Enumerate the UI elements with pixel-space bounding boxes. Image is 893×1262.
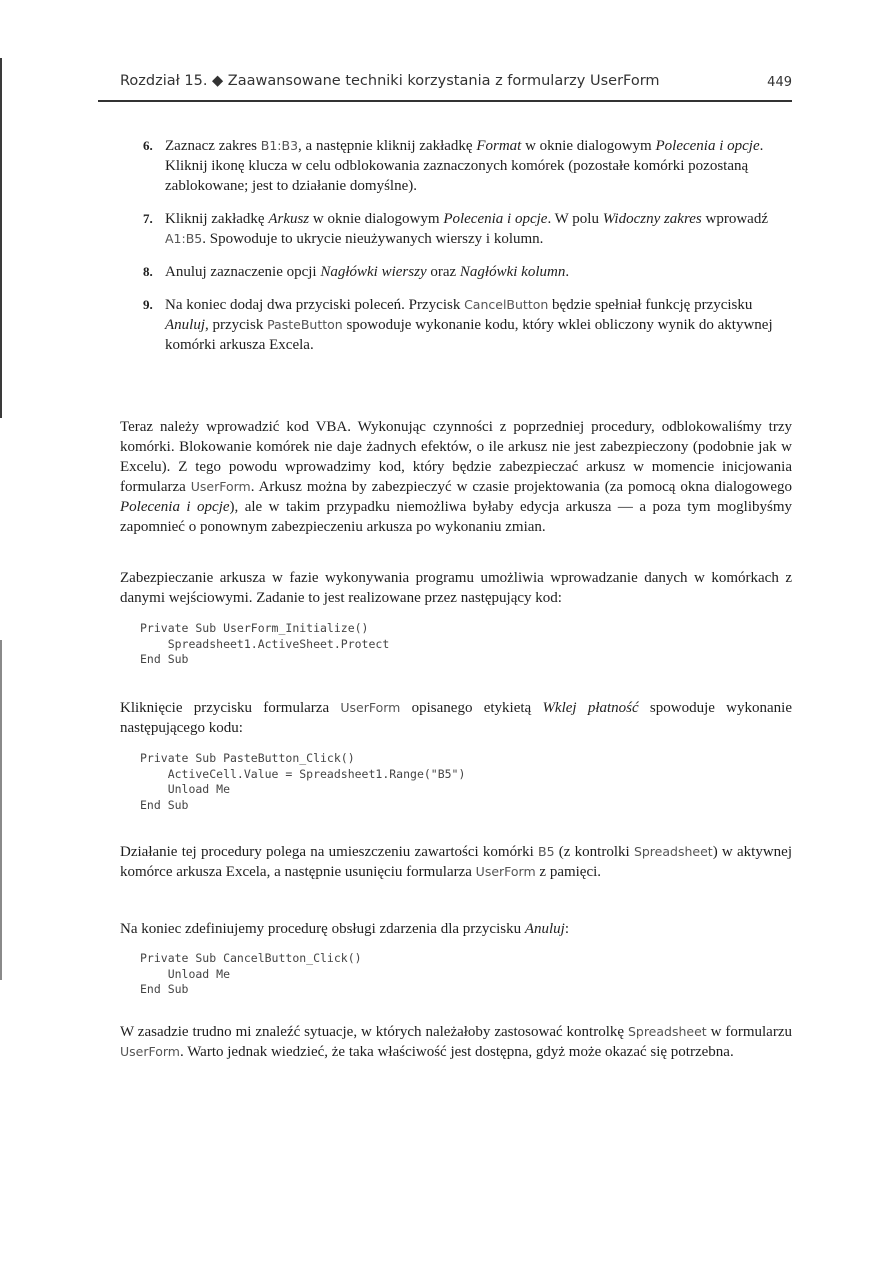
list-item-8	[143, 262, 783, 282]
paragraph-text: ) w aktywnej komórce arkusza Excela, a następnie usunięciu formularza	[120, 844, 792, 880]
step-text: Kliknij zakładkę	[165, 211, 269, 227]
step-text: , a następnie kliknij zakładkę	[298, 138, 477, 154]
paragraph-text: z pamięci.	[535, 864, 602, 880]
step-list	[143, 136, 783, 368]
chapter-title: Rozdział 15. ◆ Zaawansowane techniki korzystania z formularzy UserForm	[120, 73, 660, 89]
list-item-6	[143, 136, 783, 196]
emphasis: Polecenia i opcje	[120, 499, 230, 515]
step-text: wprowadź	[701, 211, 768, 227]
paragraph-text: opisanego etykietą	[400, 700, 543, 716]
step-number: 9.	[143, 297, 153, 312]
emphasis: Wklej płatność	[542, 700, 639, 716]
paragraph-text: Działanie tej procedury polega na umieszczeniu zawartości komórki	[120, 844, 538, 860]
step-text: oraz	[426, 264, 460, 280]
step-number: 7.	[143, 211, 153, 226]
emphasis: Arkusz	[268, 211, 310, 227]
paragraph-text: Na koniec zdefiniujemy procedurę obsługi zdarzenia dla przycisku	[120, 921, 525, 937]
paragraph-intro-vba	[120, 417, 792, 537]
inline-code: B5	[538, 844, 555, 859]
step-text: . Kliknij ikonę klucza w celu odblokowania zaznaczonych komórek (pozostałe komórki pozostaną zablokowane; jest to działanie domyślne).	[165, 138, 764, 194]
paragraph-text: . Arkusz można by zabezpieczyć w czasie projektowania (za pomocą okna dialogowego	[250, 479, 792, 495]
step-text: Zaznacz zakres	[165, 138, 261, 154]
emphasis: Anuluj	[524, 921, 565, 937]
step-text: Na koniec dodaj dwa przyciski poleceń. Przycisk	[165, 297, 465, 313]
emphasis: Anuluj	[165, 317, 205, 333]
paragraph-text: :	[564, 921, 570, 937]
paragraph-text: (z kontrolki	[554, 844, 634, 860]
emphasis: Polecenia i opcje	[655, 138, 760, 154]
paragraph-text: W zasadzie trudno mi znaleźć sytuacje, w których należałoby zastosować kontrolkę	[120, 1024, 628, 1040]
paragraph-text: Teraz należy wprowadzić kod VBA. Wykonując czynności z poprzedniej procedury, odblokowaliśmy trzy komórki. Blokowanie komórek nie daje żadnych efektów, o ile arkusz nie jest zabezpieczony (podobnie jak w Excelu). Z tego powodu wprowadzimy kod, który będzie zabezpieczać arkusz w momencie inicjowania formularza	[120, 419, 792, 495]
step-text: w oknie dialogowym	[309, 211, 444, 227]
paragraph-paste	[120, 698, 792, 738]
running-header	[120, 73, 792, 99]
emphasis: Nagłówki wierszy	[320, 264, 427, 280]
code-block-initialize: Private Sub UserForm_Initialize() Spreadsheet1.ActiveSheet.Protect End Sub	[140, 621, 390, 666]
step-text: . Spowoduje to ukrycie nieużywanych wierszy i kolumn.	[202, 231, 544, 247]
paragraph-text: . Warto jednak wiedzieć, że taka właściwość jest dostępna, gdyż może okazać się potrzebna.	[179, 1044, 734, 1060]
inline-code: PasteButton	[267, 317, 343, 332]
step-text: Anuluj zaznaczenie opcji	[165, 264, 321, 280]
paragraph-closing	[120, 1022, 792, 1062]
paragraph-text: ), ale w takim przypadku niemożliwa byłaby edycja arkusza — a poza tym moglibyśmy zapomnieć o ponownym zabezpieczeniu arkusza po wykonaniu zmian.	[120, 499, 793, 535]
code-block-cancel: Private Sub CancelButton_Click() Unload Me End Sub	[140, 951, 362, 996]
paragraph-protect	[120, 568, 792, 608]
emphasis: Widoczny zakres	[602, 211, 702, 227]
inline-code: A1:B5	[165, 231, 203, 246]
header-rule	[98, 100, 792, 102]
inline-code: Spreadsheet	[633, 844, 713, 859]
scan-edge-shadow-lower	[0, 640, 2, 980]
step-text: w oknie dialogowym	[521, 138, 656, 154]
inline-code: UserForm	[340, 700, 401, 715]
list-item-9	[143, 295, 783, 355]
paragraph-procedure	[120, 842, 792, 882]
page-number: 449	[767, 75, 792, 90]
inline-code: UserForm	[190, 479, 251, 494]
inline-code: UserForm	[475, 864, 536, 879]
step-text: będzie spełniał funkcję przycisku	[548, 297, 753, 313]
paragraph-text: w formularzu	[706, 1024, 792, 1040]
step-number: 8.	[143, 264, 153, 279]
emphasis: Nagłówki kolumn	[459, 264, 566, 280]
step-text: spowoduje wykonanie kodu, który wklei obliczony wynik do aktywnej komórki arkusza Excela.	[165, 317, 773, 353]
inline-code: UserForm	[120, 1044, 180, 1059]
scan-edge-shadow	[0, 58, 2, 418]
paragraph-text: spowoduje wykonanie następującego kodu:	[120, 700, 792, 736]
inline-code: B1:B3	[260, 138, 299, 153]
inline-code: CancelButton	[464, 297, 549, 312]
inline-code: Spreadsheet	[627, 1024, 707, 1039]
list-item-7	[143, 209, 783, 249]
code-block-paste: Private Sub PasteButton_Click() ActiveCell.Value = Spreadsheet1.Range("B5") Unload Me End Sub	[140, 751, 466, 812]
step-text: . W polu	[547, 211, 603, 227]
paragraph-text: Zabezpieczanie arkusza w fazie wykonywania programu umożliwia wprowadzanie danych w komórkach z danymi wejściowymi. Zadanie to jest realizowane przez następujący kod:	[120, 570, 792, 606]
step-number: 6.	[143, 138, 153, 153]
paragraph-text: Kliknięcie przycisku formularza	[120, 700, 341, 716]
emphasis: Format	[476, 138, 522, 154]
step-text: , przycisk	[205, 317, 268, 333]
paragraph-cancel	[120, 919, 792, 939]
step-text: .	[565, 264, 570, 280]
emphasis: Polecenia i opcje	[443, 211, 548, 227]
